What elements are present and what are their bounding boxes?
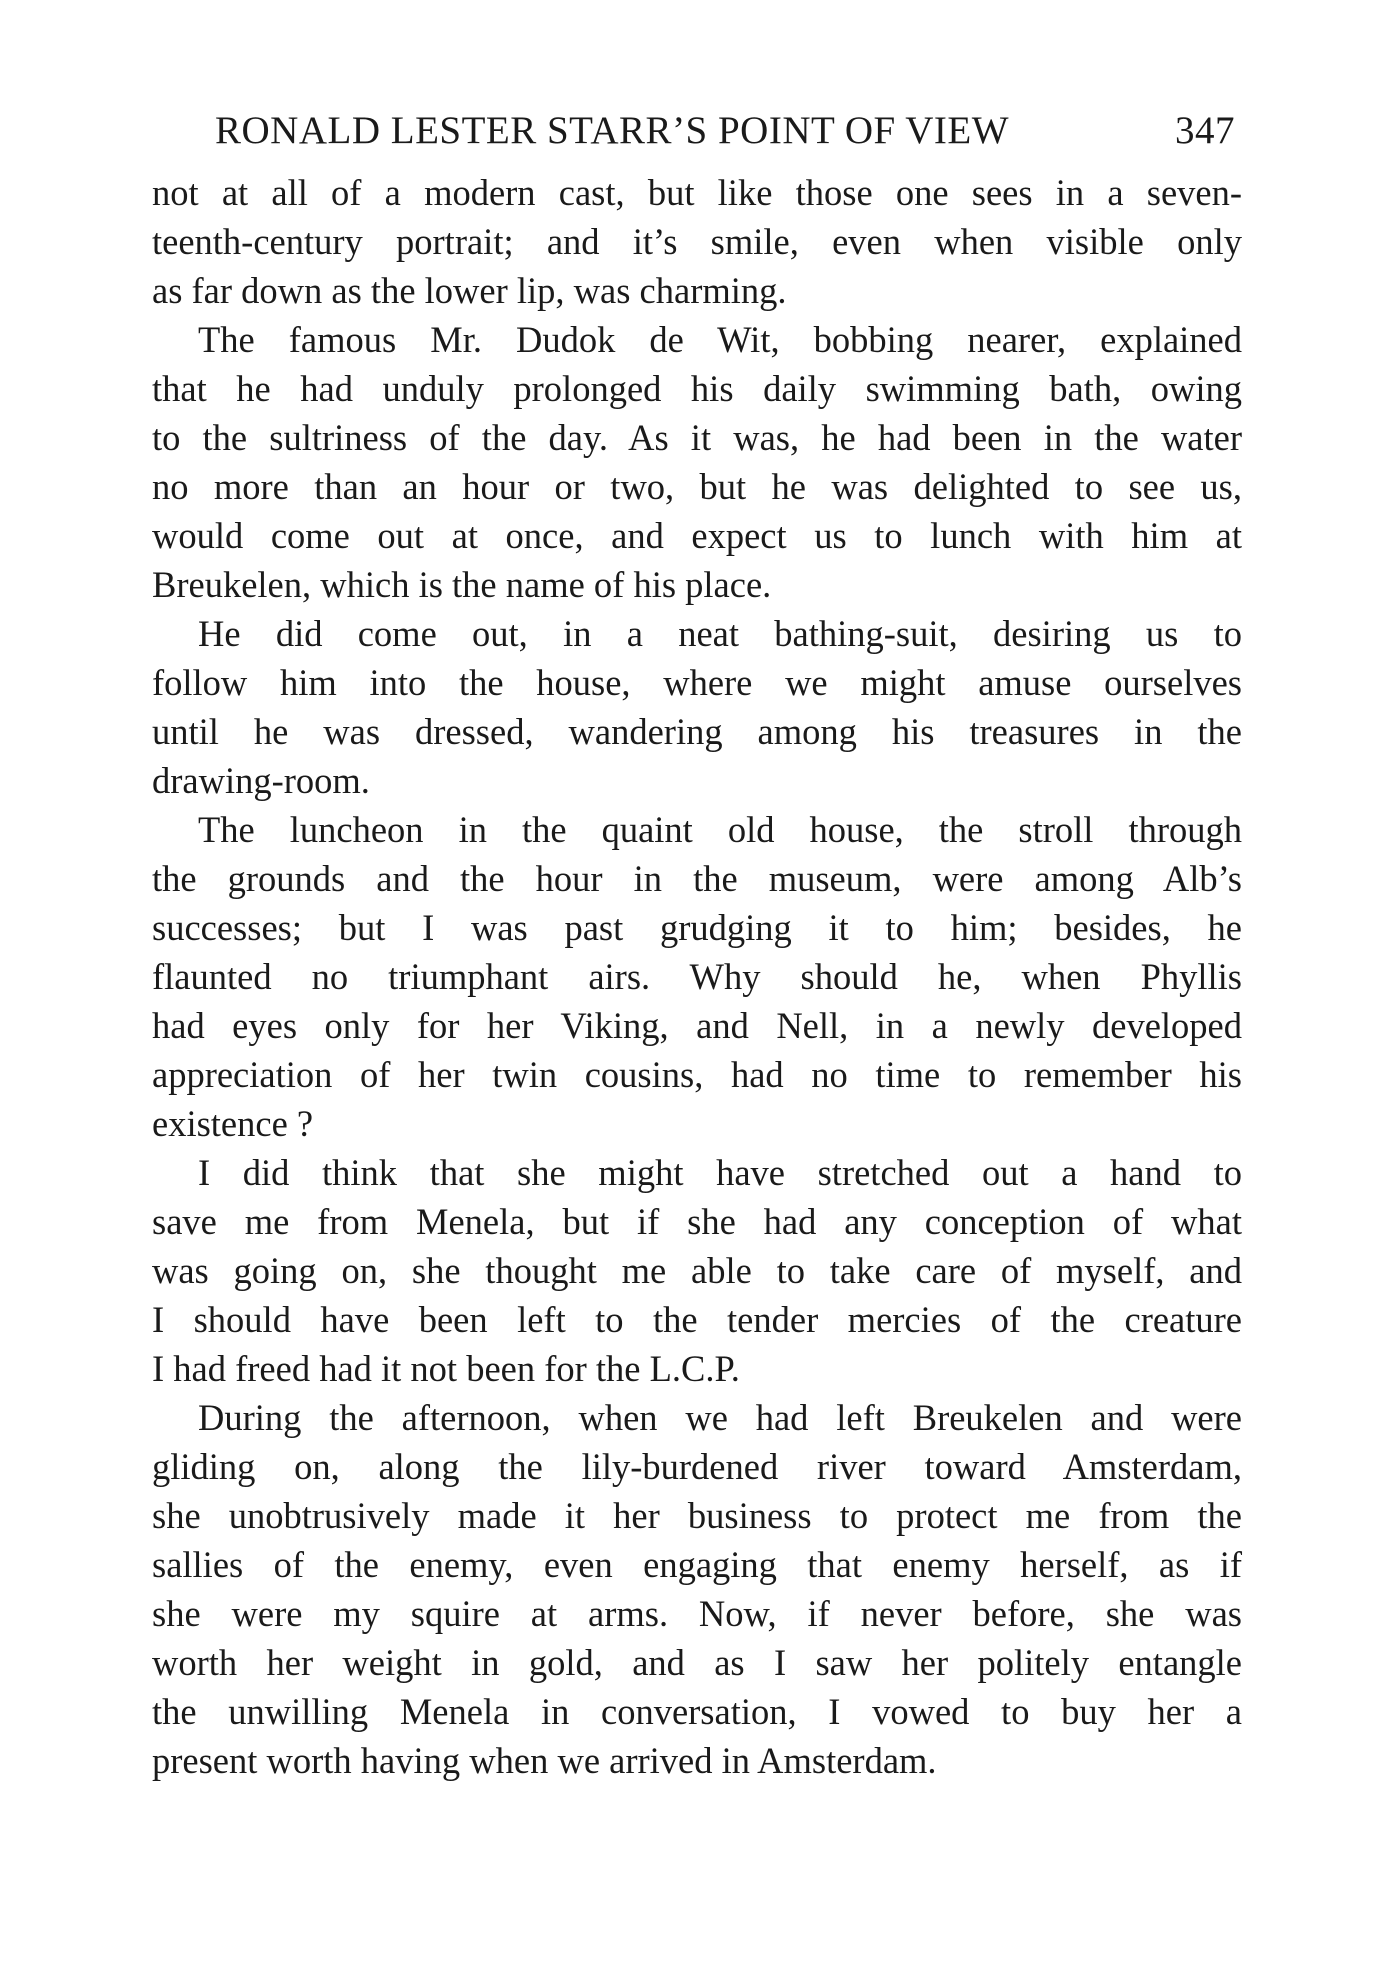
text-line: was going on, she thought me able to take care of myself, and: [152, 1250, 1242, 1291]
paragraph: [152, 168, 1242, 315]
text-line: to the sultriness of the day. As it was, he had been in the water: [152, 417, 1242, 458]
text-line: would come out at once, and expect us to lunch with him at: [152, 515, 1242, 556]
running-head-title: RONALD LESTER STARR’S POINT OF VIEW: [215, 109, 1010, 152]
text-line: she were my squire at arms. Now, if never before, she was: [152, 1593, 1242, 1634]
text-line: the grounds and the hour in the museum, were among Alb’s: [152, 858, 1242, 899]
text-line: During the afternoon, when we had left Breukelen and were: [198, 1397, 1242, 1438]
text-line: successes; but I was past grudging it to him; besides, he: [152, 907, 1242, 948]
paragraph: [152, 609, 1242, 805]
page-number: 347: [1175, 109, 1235, 152]
text-line: Breukelen, which is the name of his place.: [152, 564, 772, 605]
text-line: until he was dressed, wandering among his treasures in the: [152, 711, 1242, 752]
text-line: not at all of a modern cast, but like those one sees in a seven-: [152, 172, 1242, 213]
text-line: The luncheon in the quaint old house, the stroll through: [198, 809, 1242, 850]
paragraph: [152, 805, 1242, 1148]
text-line: gliding on, along the lily-burdened river toward Amsterdam,: [152, 1446, 1242, 1487]
text-line: as far down as the lower lip, was charming.: [152, 270, 787, 311]
text-line: worth her weight in gold, and as I saw her politely entangle: [152, 1642, 1242, 1683]
text-line: the unwilling Menela in conversation, I vowed to buy her a: [152, 1691, 1242, 1732]
text-line: follow him into the house, where we might amuse ourselves: [152, 662, 1242, 703]
text-line: save me from Menela, but if she had any conception of what: [152, 1201, 1242, 1242]
text-line: I did think that she might have stretched out a hand to: [198, 1152, 1242, 1193]
text-line: I had freed had it not been for the L.C.P.: [152, 1348, 740, 1389]
text-line: that he had unduly prolonged his daily swimming bath, owing: [152, 368, 1242, 409]
text-line: no more than an hour or two, but he was delighted to see us,: [152, 466, 1242, 507]
text-line: she unobtrusively made it her business to protect me from the: [152, 1495, 1242, 1536]
text-line: The famous Mr. Dudok de Wit, bobbing nearer, explained: [198, 319, 1242, 360]
text-line: I should have been left to the tender mercies of the creature: [152, 1299, 1242, 1340]
text-line: sallies of the enemy, even engaging that enemy herself, as if: [152, 1544, 1242, 1585]
body-text: [152, 168, 1242, 1785]
text-line: He did come out, in a neat bathing-suit, desiring us to: [198, 613, 1242, 654]
text-line: present worth having when we arrived in Amsterdam.: [152, 1740, 937, 1781]
paragraph: [152, 1148, 1242, 1393]
text-line: flaunted no triumphant airs. Why should he, when Phyllis: [152, 956, 1242, 997]
paragraph: [152, 315, 1242, 609]
text-line: existence ?: [152, 1103, 314, 1144]
text-line: drawing-room.: [152, 760, 370, 801]
text-line: appreciation of her twin cousins, had no time to remember his: [152, 1054, 1242, 1095]
text-line: teenth-century portrait; and it’s smile, even when visible only: [152, 221, 1242, 262]
text-line: had eyes only for her Viking, and Nell, in a newly developed: [152, 1005, 1242, 1046]
paragraph: [152, 1393, 1242, 1785]
